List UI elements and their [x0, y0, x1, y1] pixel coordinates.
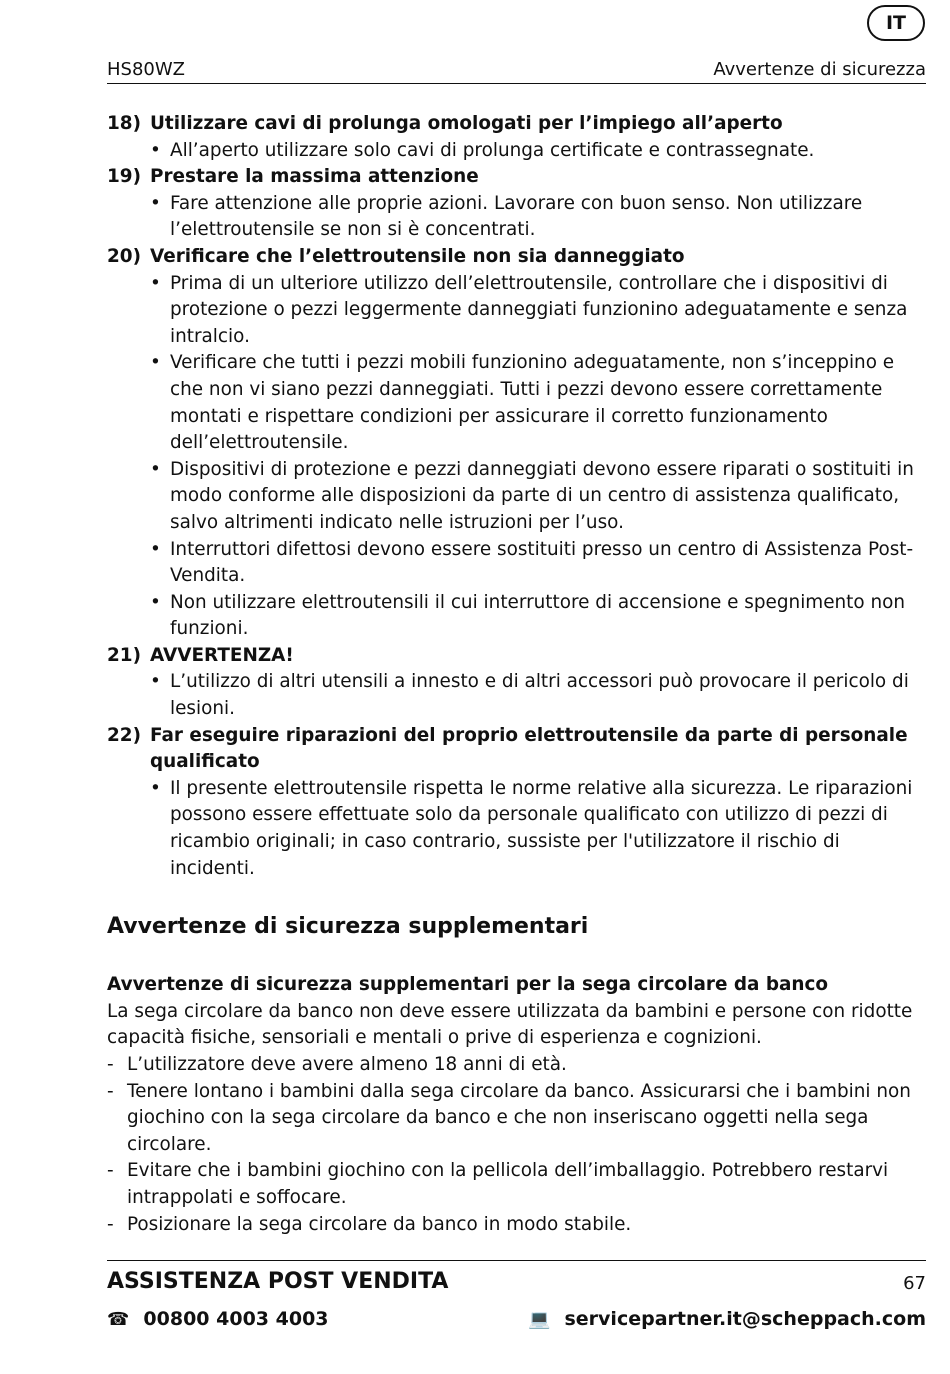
page-footer	[107, 1260, 926, 1330]
bullet-item: • Il presente elettroutensile rispetta le norme relative alla sicurezza. Le riparazioni possono essere effettuate solo da personale qualificato con utilizzo di pezzi di ricambio originali; in caso contrario, sussiste per l'utilizzatore il rischio di incidenti.	[150, 776, 926, 882]
numbered-item	[107, 164, 926, 244]
computer-icon: 💻	[528, 1308, 551, 1330]
dash-item: - Posizionare la sega circolare da banco in modo stabile.	[107, 1212, 926, 1239]
model-name: HS80WZ	[107, 59, 185, 80]
item-number: 18)	[107, 113, 141, 134]
bullet-list	[150, 669, 926, 722]
section-title: Avvertenze di sicurezza	[713, 59, 926, 80]
item-number: 22)	[107, 724, 141, 746]
phone-number: 00800 4003 4003	[143, 1308, 329, 1330]
bullet-item: • Dispositivi di protezione e pezzi danneggiati devono essere riparati o sostituiti in modo conforme alle disposizioni da parte di un centro di assistenza qualificato, salvo altrimenti indicato nelle istruzioni per l’uso.	[150, 457, 926, 537]
page-header	[107, 50, 926, 84]
dash-item: - L’utilizzatore deve avere almeno 18 anni di età.	[107, 1052, 926, 1079]
bullet-item: • Prima di un ulteriore utilizzo dell’elettroutensile, controllare che i dispositivi di protezione o pezzi leggermente danneggiati funzionino adeguatamente e senza intralcio.	[150, 271, 926, 351]
bullet-item: • Non utilizzare elettroutensili il cui interruttore di accensione e spegnimento non funzioni.	[150, 590, 926, 643]
bullet-item: • Fare attenzione alle proprie azioni. Lavorare con buon senso. Non utilizzare l’elettroutensile se non si è concentrati.	[150, 191, 926, 244]
dash-item: - Tenere lontano i bambini dalla sega circolare da banco. Assicurarsi che i bambini non giochino con la sega circolare da banco e che non inseriscano oggetti nella sega circolare.	[107, 1079, 926, 1159]
bullet-list	[150, 271, 926, 643]
dash-list	[107, 1052, 926, 1238]
item-title: AVVERTENZA!	[150, 644, 294, 666]
item-number: 19)	[107, 166, 141, 188]
bullet-list	[150, 138, 926, 165]
page-number: 67	[903, 1273, 926, 1294]
bullet-item: • All’aperto utilizzare solo cavi di prolunga certificate e contrassegnate.	[150, 138, 926, 165]
item-title: Utilizzare cavi di prolunga omologati per l’impiego all’aperto	[150, 113, 783, 134]
numbered-item	[107, 643, 926, 723]
intro-paragraph: La sega circolare da banco non deve essere utilizzata da bambini e persone con ridotte capacità fisiche, sensoriali e mentali o prive di esperienza e cognizioni.	[107, 1000, 913, 1049]
email-address[interactable]: servicepartner.it@scheppach.com	[564, 1308, 926, 1330]
bullet-item: • L’utilizzo di altri utensili a innesto e di altri accessori può provocare il pericolo di lesioni.	[150, 669, 926, 722]
sub-heading: Avvertenze di sicurezza supplementari per la sega circolare da banco	[107, 974, 829, 996]
phone-contact	[107, 1308, 329, 1330]
item-title: Far eseguire riparazioni del proprio elettroutensile da parte di personale qualificato	[150, 724, 908, 773]
item-title: Prestare la massima attenzione	[150, 166, 479, 188]
bullet-list	[150, 191, 926, 244]
bullet-item: • Interruttori difettosi devono essere sostituiti presso un centro di Assistenza Post-Vendita.	[150, 537, 926, 590]
item-number: 21)	[107, 644, 141, 666]
bullet-item: • Verificare che tutti i pezzi mobili funzionino adeguatamente, non s’inceppino e che non vi siano pezzi danneggiati. Tutti i pezzi devono essere correttamente montati e rispettare condizioni per assicurare il corretto funzionamento dell’elettroutensile.	[150, 350, 926, 456]
item-title: Verificare che l’elettroutensile non sia danneggiato	[150, 245, 685, 267]
footer-title: ASSISTENZA POST VENDITA	[107, 1269, 449, 1294]
section-heading: Avvertenze di sicurezza supplementari	[107, 914, 589, 940]
language-badge: IT	[867, 5, 925, 41]
numbered-item	[107, 111, 926, 164]
bullet-list	[150, 776, 926, 882]
numbered-list	[107, 111, 926, 882]
numbered-item	[107, 723, 926, 883]
page-content	[107, 111, 926, 1238]
numbered-item	[107, 244, 926, 643]
dash-item: - Evitare che i bambini giochino con la pellicola dell’imballaggio. Potrebbero restarvi intrappolati e soffocare.	[107, 1158, 926, 1211]
email-contact	[528, 1308, 926, 1330]
item-number: 20)	[107, 245, 141, 267]
phone-icon: ☎	[107, 1308, 130, 1330]
